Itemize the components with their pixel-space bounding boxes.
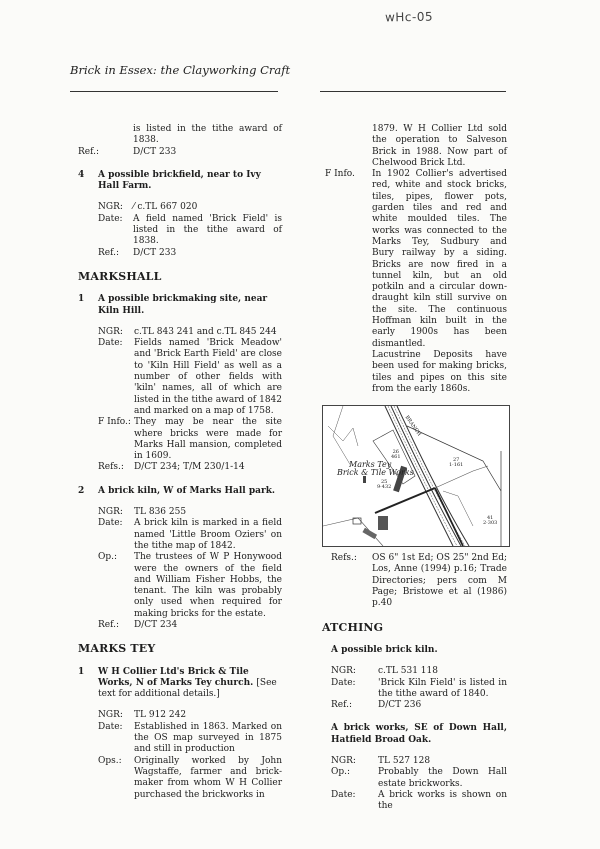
entry-title bbox=[78, 667, 282, 701]
field-value: OS 6" 1st Ed; OS 25" 2nd Ed; Los, Anne (1994) p.16; Trade Directories; pers com M Page; Bristowe et al (1986) p.40 bbox=[372, 553, 507, 609]
section-heading-marks-tey: MARKS TEY bbox=[78, 642, 156, 656]
field-label: NGR: bbox=[98, 202, 123, 213]
field-label: F Info.: bbox=[98, 417, 131, 428]
entry-title-bold: W H Collier Ltd's Brick & Tile Works, N of Marks Tey church. bbox=[98, 666, 254, 688]
entry-fields bbox=[78, 327, 282, 474]
entry-title-text: A possible brickfield, near to Ivy Hall Farm. bbox=[98, 169, 261, 192]
handwritten-annotation: wHc-05 bbox=[384, 9, 434, 25]
finfo-extra: Lacustrine Deposits have been used for making bricks, tiles and pipes on this site from the early 1860s. bbox=[372, 349, 507, 394]
field-label: Op.: bbox=[98, 552, 118, 563]
entry-title bbox=[78, 486, 282, 497]
field-label: NGR: bbox=[98, 507, 123, 518]
field-value: c.TL 531 118 bbox=[378, 666, 438, 677]
field-label: Ops.: bbox=[98, 755, 122, 766]
entry-title-text: A brick kiln, W of Marks Hall park. bbox=[98, 485, 276, 496]
field-value: A brick kiln is marked in a field named 'Little Broom Oziers' on the tithe map of 1842. bbox=[134, 518, 282, 551]
plot-area: 9·432 bbox=[377, 484, 392, 491]
field-label: Date: bbox=[98, 721, 123, 732]
header-rule-right bbox=[320, 91, 506, 92]
field-value: D/CT 234; T/M 230/1-14 bbox=[134, 462, 245, 473]
field-label: F Info. bbox=[325, 169, 355, 180]
field-value: 'Brick Kiln Field' is listed in the tithe award of 1840. bbox=[378, 677, 507, 699]
field-label: Date: bbox=[331, 677, 356, 688]
plot-area: 461 bbox=[391, 454, 401, 461]
plot-area: 2·303 bbox=[483, 520, 498, 527]
section-heading-markshall: MARKSHALL bbox=[78, 269, 162, 283]
field-value: TL 527 128 bbox=[378, 755, 431, 766]
field-label: NGR: bbox=[331, 755, 356, 766]
field-label: Date: bbox=[331, 789, 356, 800]
entry-title-text bbox=[98, 667, 282, 701]
field-value: They may be near the site where bricks were made for Marks Hall mansion, completed in 1609. bbox=[134, 417, 282, 462]
field-label: Ref.: bbox=[98, 619, 120, 630]
plot-number: 25 bbox=[380, 479, 388, 486]
continuation-ref bbox=[78, 147, 282, 158]
matching-entry-b bbox=[325, 723, 507, 812]
field-label: Ref.: bbox=[98, 247, 120, 258]
plot-area: 1·161 bbox=[449, 462, 464, 469]
field-value: The trustees of W P Honywood were the owners of the field and William Fisher Hobbs, the tenant. The kiln was probably only used when required for making bricks for the estate. bbox=[134, 552, 282, 619]
field-value: ⁄ c.TL 667 020 bbox=[133, 202, 198, 213]
entry-fields bbox=[78, 710, 282, 800]
entry-number: 1 bbox=[78, 294, 85, 305]
map-plot-25 bbox=[377, 480, 391, 490]
refs-field bbox=[325, 553, 507, 609]
entry-number: 2 bbox=[78, 485, 85, 496]
field-value: D/CT 236 bbox=[378, 700, 422, 711]
field-label: Date: bbox=[98, 518, 123, 529]
field-label: NGR: bbox=[98, 710, 123, 721]
entry-number: 4 bbox=[78, 169, 85, 180]
map-label-line: Brick & Tile Works bbox=[337, 468, 414, 478]
field-label: Ref.: bbox=[331, 700, 353, 711]
entry-title bbox=[78, 294, 282, 317]
field-value: D/CT 234 bbox=[134, 619, 178, 630]
map-railway-label: BRANCH bbox=[403, 414, 423, 438]
field-value: TL 836 255 bbox=[134, 507, 187, 518]
field-value: D/CT 233 bbox=[133, 146, 177, 157]
field-label: Op.: bbox=[331, 767, 351, 778]
field-value: In 1902 Collier's advertised red, white and stock bricks, tiles, pipes, flower pots, garden tiles and red and white moulded tiles. The works was connected to the Marks Tey, Sudbury and Bury railway by a siding. Bricks are now fired in a tunnel kiln, but an old potkiln and a circular down-draught kiln still survive on the site. The continuous Hoffman kiln built in the early 1900s has been dismantled. bbox=[372, 169, 507, 349]
map-plot-26 bbox=[391, 450, 401, 460]
entry-number: 1 bbox=[78, 666, 85, 677]
field-label: Refs.: bbox=[98, 462, 124, 473]
map-plot-41 bbox=[483, 516, 497, 526]
field-value: Established in 1863. Marked on the OS map surveyed in 1875 and still in production bbox=[134, 721, 282, 755]
field-label: Date: bbox=[98, 338, 123, 349]
matching-entry-a bbox=[325, 645, 507, 711]
ops-continuation: 1879. W H Collier Ltd sold the operation to Salveson Brick in 1988. Now part of Chelwood Brick Ltd. bbox=[372, 124, 507, 168]
field-label: Ref.: bbox=[78, 146, 100, 157]
os-map-extract bbox=[322, 405, 510, 547]
field-label: Date: bbox=[98, 213, 123, 224]
field-value: Originally worked by John Wagstaffe, farmer and brick-maker from whom W H Collier purchased the brickworks in bbox=[134, 755, 282, 800]
entry-title bbox=[78, 170, 282, 193]
field-value: A brick works is shown on the bbox=[378, 789, 507, 812]
entry-title-text: A possible brickmaking site, near Kiln Hill. bbox=[98, 294, 268, 316]
field-label: NGR: bbox=[331, 666, 356, 677]
field-value: A field named 'Brick Field' is listed in the tithe award of 1838. bbox=[133, 213, 282, 247]
entry-title-text: A possible brick kiln. bbox=[331, 644, 438, 655]
field-value: Fields named 'Brick Meadow' and 'Brick Earth Field' are close to 'Kiln Hill Field' as well as a number of other fields with 'kiln' names, all of which are listed in the tithe award of 1842 and marked on a map of 1758. bbox=[134, 338, 282, 416]
field-label: NGR: bbox=[98, 326, 123, 337]
plot-number: 41 bbox=[486, 515, 494, 522]
entry-title-text: A brick works, SE of Down Hall, Hatfield Broad Oak. bbox=[331, 723, 507, 745]
map-label-works bbox=[337, 461, 414, 477]
map-plot-27 bbox=[449, 458, 463, 468]
entry-title-note: [See text for additional details.] bbox=[98, 677, 277, 700]
finfo-field bbox=[325, 169, 507, 350]
running-head: Brick in Essex: the Clayworking Craft bbox=[70, 63, 291, 77]
field-value: D/CT 233 bbox=[133, 247, 177, 258]
entry-fields bbox=[78, 202, 282, 258]
right-column bbox=[322, 124, 507, 812]
map-label-line: Marks Tey bbox=[349, 460, 392, 470]
plot-number: 27 bbox=[452, 457, 460, 464]
left-column bbox=[78, 124, 282, 801]
plot-number: 26 bbox=[392, 449, 399, 456]
field-value: TL 912 242 bbox=[134, 710, 187, 721]
continuation-text: is listed in the tithe award of 1838. bbox=[133, 124, 282, 146]
field-label: Refs.: bbox=[331, 553, 357, 564]
entry-fields bbox=[78, 507, 282, 631]
section-heading-matching: ATCHING bbox=[322, 620, 384, 634]
header-rule-left bbox=[70, 91, 278, 92]
field-value: c.TL 843 241 and c.TL 845 244 bbox=[134, 326, 277, 337]
field-value: Probably the Down Hall estate brickworks. bbox=[378, 767, 507, 789]
